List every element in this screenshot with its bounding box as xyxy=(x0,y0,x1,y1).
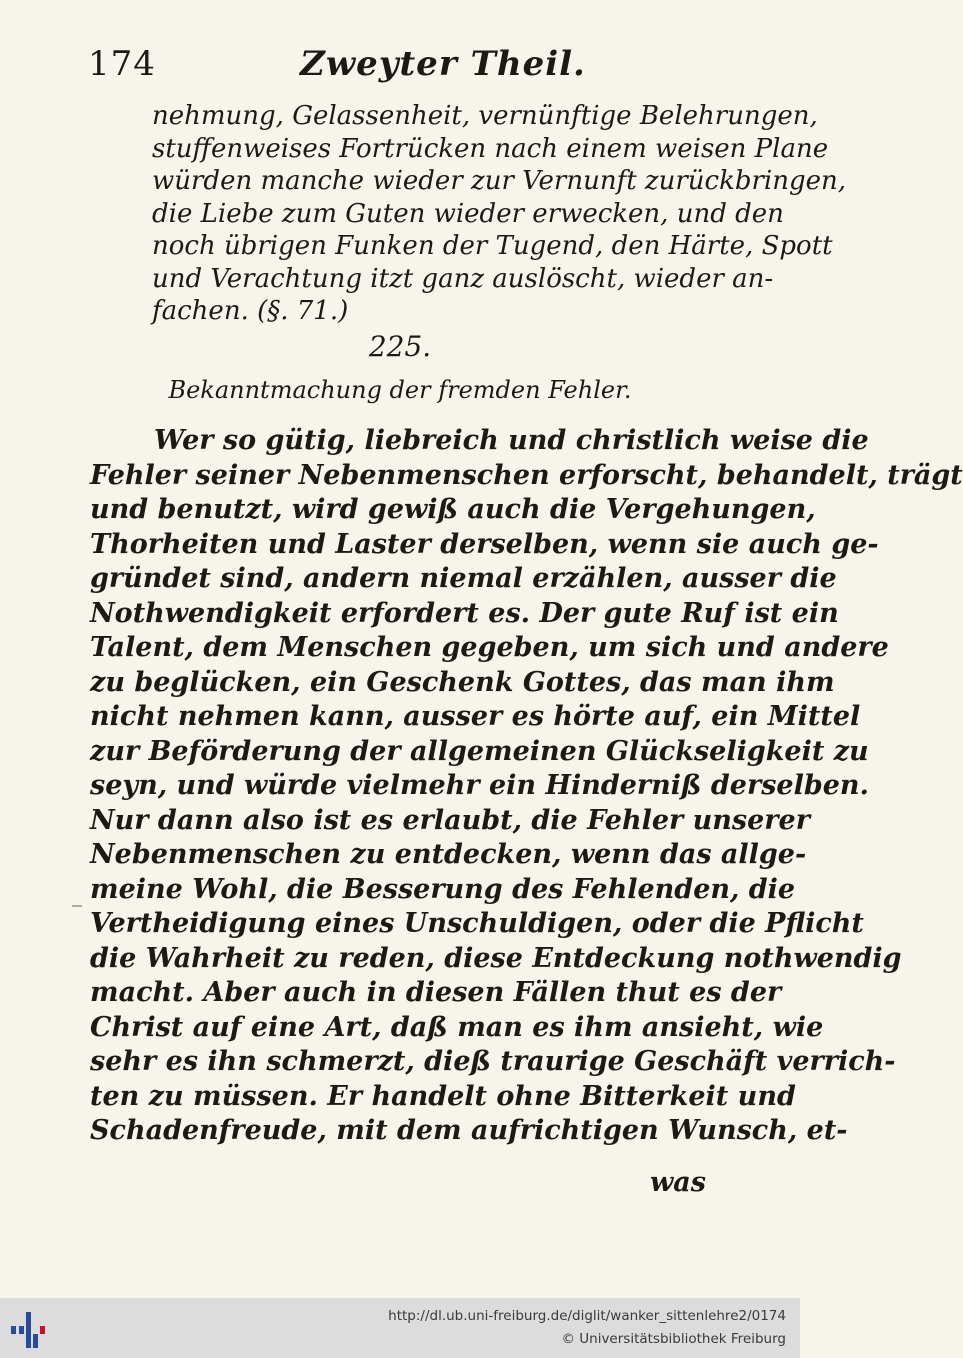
text-line: sehr es ihn schmerzt, dieß traurige Geschäft verrich- xyxy=(90,1046,896,1077)
text-line: Nebenmenschen zu entdecken, wenn das allge- xyxy=(90,839,807,870)
page-number: 174 xyxy=(88,44,156,84)
text-line: die Wahrheit zu reden, diese Entdeckung nothwendig xyxy=(90,942,902,974)
text-line: meine Wohl, die Besserung des Fehlenden, die xyxy=(90,873,796,905)
scan-margin-mark xyxy=(72,905,82,907)
text-line: gründet sind, andern niemal erzählen, ausser die xyxy=(90,563,837,594)
continuation-paragraph xyxy=(152,100,847,328)
section-heading: Bekanntmachung der fremden Fehler. xyxy=(168,376,632,404)
text-line: Talent, dem Menschen gegeben, um sich und andere xyxy=(90,632,889,663)
text-line: Nur dann also ist es erlaubt, die Fehler unserer xyxy=(90,804,810,836)
text-line: zu beglücken, ein Geschenk Gottes, das man ihm xyxy=(90,666,835,698)
text-line: Wer so gütig, liebreich und christlich weise die xyxy=(154,425,869,456)
text-line: macht. Aber auch in diesen Fällen thut es der xyxy=(90,977,782,1008)
text-line: Schadenfreude, mit dem aufrichtigen Wunsch, et- xyxy=(90,1115,848,1146)
text-line: würden manche wieder zur Vernunft zurückbringen, xyxy=(152,166,847,196)
text-line: die Liebe zum Guten wieder erwecken, und den xyxy=(152,198,784,229)
text-line: Thorheiten und Laster derselben, wenn sie auch ge- xyxy=(90,528,879,560)
text-line: zur Beförderung der allgemeinen Glückseligkeit zu xyxy=(90,735,869,767)
text-line: fachen. (§. 71.) xyxy=(152,296,349,326)
text-line: und benutzt, wird gewiß auch die Vergehungen, xyxy=(90,494,816,525)
text-line: Vertheidigung eines Unschuldigen, oder die Pflicht xyxy=(90,908,864,939)
running-head xyxy=(88,40,728,90)
permalink-link[interactable]: http://dl.ub.uni-freiburg.de/diglit/wanker_sittenlehre2/0174 xyxy=(388,1308,786,1324)
catchword: was xyxy=(650,1167,706,1198)
text-line: noch übrigen Funken der Tugend, den Härte, Spott xyxy=(152,231,833,261)
text-line: Nothwendigkeit erfordert es. Der gute Ruf ist ein xyxy=(90,597,839,629)
text-line: nicht nehmen kann, ausser es hörte auf, ein Mittel xyxy=(90,701,861,732)
ub-freiburg-logo-icon xyxy=(8,1310,48,1350)
section-body xyxy=(90,424,963,1149)
text-line: stuffenweises Fortrücken nach einem weisen Plane xyxy=(152,133,829,164)
viewer-footer xyxy=(0,1298,800,1358)
section-number: 225. xyxy=(368,330,432,363)
text-line: Fehler seiner Nebenmenschen erforscht, behandelt, trägt xyxy=(90,459,963,491)
text-line: ten zu müssen. Er handelt ohne Bitterkeit und xyxy=(90,1080,796,1112)
text-line: nehmung, Gelassenheit, vernünftige Belehrungen, xyxy=(152,101,818,131)
running-title: Zweyter Theil. xyxy=(300,44,586,84)
text-line: Christ auf eine Art, daß man es ihm ansieht, wie xyxy=(90,1011,824,1043)
text-line: und Verachtung itzt ganz auslöscht, wieder an- xyxy=(152,263,774,294)
copyright-notice: © Universitätsbibliothek Freiburg xyxy=(561,1331,786,1347)
text-line: seyn, und würde vielmehr ein Hinderniß derselben. xyxy=(90,770,869,801)
